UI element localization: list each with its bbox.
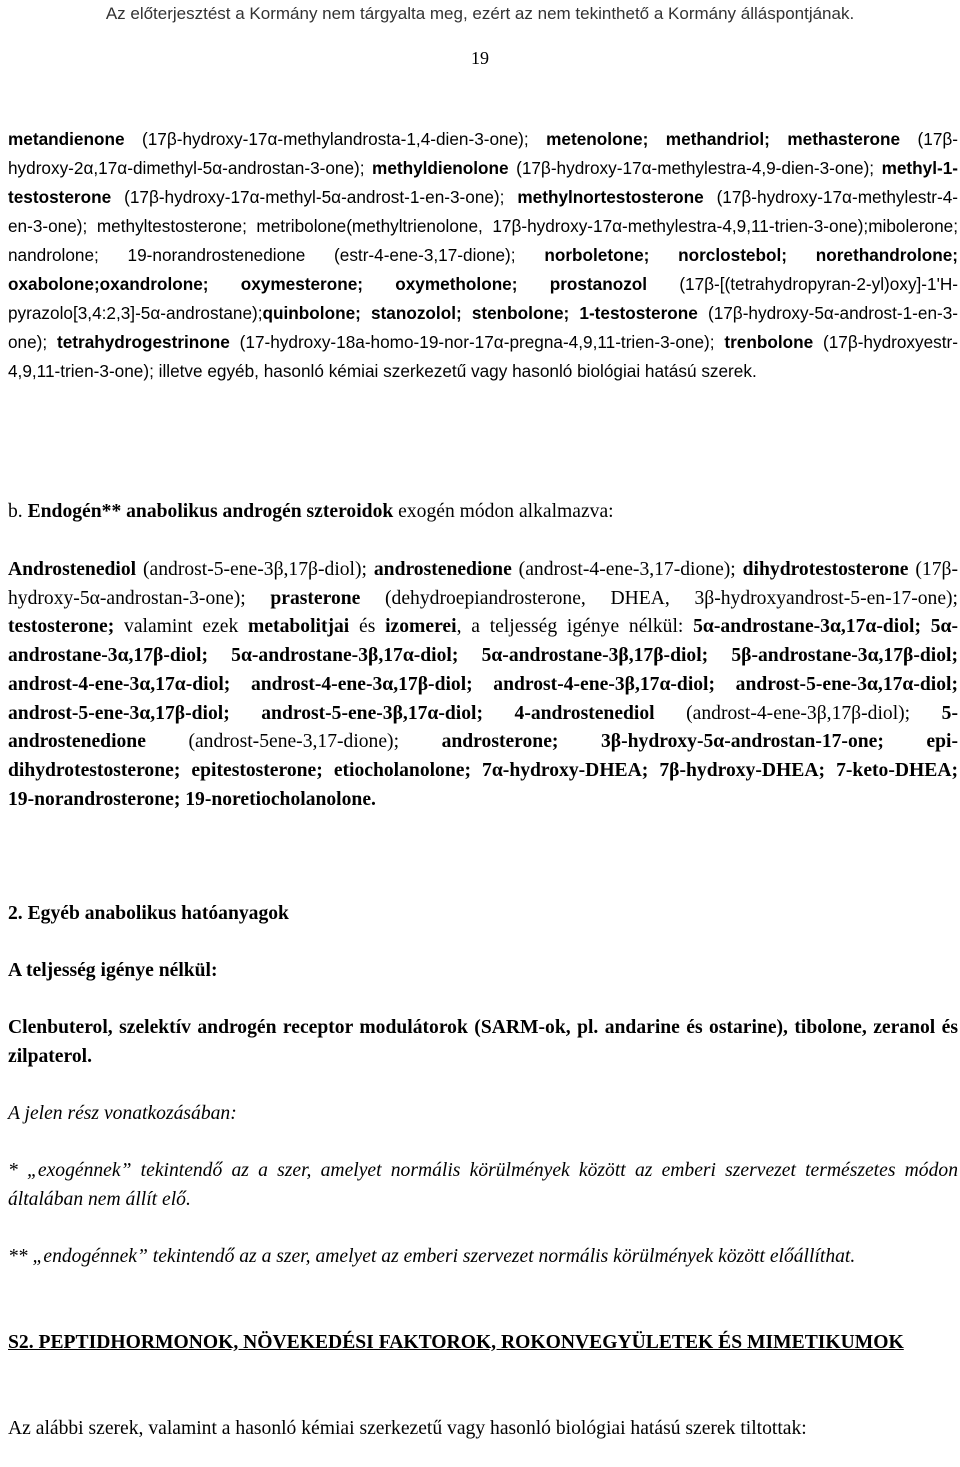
- text-fragment: (17β-hydroxy-17α-methylandrosta-1,4-dien-3-one);: [124, 129, 547, 149]
- text-fragment: (17-hydroxy-18a-homo-19-nor-17α-pregna-4,9,11-trien-3-one);: [229, 332, 725, 352]
- bold-text-fragment: methyldienolone: [372, 158, 509, 178]
- bold-text-fragment: 5α-androstane-3α,17α-diol; 5α-androstane-3α,17β-diol; 5α-androstane-3β,17α-diol; 5α-androstane-3β,17β-diol; 5β-androstane-3α,17β-diol; androst-4-ene-3α,17α-diol; androst-4-ene-3α,17β-diol; androst-4-ene-3β,17α-diol; androst-5-ene-3α,17α-diol; androst-5-ene-3α,17β-diol; androst-5-ene-3β,17α-diol; 4-androstenediol: [8, 616, 958, 724]
- s2-intro: Az alábbi szerek, valamint a hasonló kémiai szerkezetű vagy hasonló biológiai hatású szerek tiltottak:: [8, 1418, 807, 1439]
- bold-text-fragment: trenbolone: [724, 332, 814, 352]
- text-fragment: (17β-hydroxyestr-4,9,11-trien-3-one); illetve egyéb, hasonló kémiai szerkezetű vagy hasonló biológiai hatású szerek.: [8, 332, 958, 381]
- text-fragment: (17β-hydroxy-17α-methylestra-4,9-dien-3-one);: [508, 158, 882, 178]
- section-2-title: 2. Egyéb anabolikus hatóanyagok: [8, 903, 289, 924]
- bold-text-fragment: Endogén** anabolikus androgén szteroidok: [27, 501, 394, 522]
- bold-text-fragment: methyl-1-testosterone: [8, 158, 958, 207]
- text-fragment: (17β-hydroxy-17α-methyl-5α-androst-1-en-3-one);: [111, 187, 518, 207]
- bold-text-fragment: methylnortestosterone: [517, 187, 704, 207]
- endogenous-heading-paragraph: [8, 498, 958, 527]
- text-fragment: és: [349, 616, 386, 638]
- text-fragment: , a teljesség igénye nélkül:: [456, 616, 694, 638]
- bold-text-fragment: norboletone; norclostebol; norethandrolone; oxabolone;oxandrolone; oxymesterone; oxymetholone; prostanozol: [8, 245, 958, 294]
- bold-text-fragment: prasterone: [270, 587, 361, 609]
- text-fragment: (dehydroepiandrosterone, DHEA, 3β-hydroxyandrost-5-en-17-one);: [360, 587, 958, 609]
- text-fragment: (17β-hydroxy-2α,17α-dimethyl-5α-androstan-3-one);: [8, 129, 958, 178]
- text-fragment: (17β-[(tetrahydropyran-2-yl)oxy]-1'H-pyrazolo[3,4:2,3]-5α-androstane);: [8, 274, 959, 323]
- s2-heading: S2. PEPTIDHORMONOK, NÖVEKEDÉSI FAKTOROK, ROKONVEGYÜLETEK ÉS MIMETIKUMOK: [8, 1332, 904, 1353]
- bold-text-fragment: 5-androstenedione: [8, 702, 958, 753]
- text-fragment: exogén módon alkalmazva:: [393, 501, 614, 522]
- bold-text-fragment: metenolone; methandriol; methasterone: [546, 129, 901, 149]
- text-fragment: (androst-5-ene-3β,17β-diol);: [136, 559, 374, 580]
- bold-text-fragment: Androstenediol: [8, 559, 137, 580]
- bold-text-fragment: izomerei: [385, 616, 457, 638]
- footnote-exogenous: * „exogénnek” tekintendő az a szer, amelyet normális körülmények között az emberi szervezet természetes módon általában nem állít elő.: [8, 1160, 958, 1210]
- bold-text-fragment: testosterone;: [8, 616, 115, 638]
- bold-text-fragment: androstenedione: [373, 559, 512, 580]
- text-fragment: (androst-4-ene-3,17-dione);: [511, 559, 743, 580]
- text-fragment: (17β-hydroxy-5α-androstan-3-one);: [8, 559, 958, 609]
- bold-text-fragment: dihydrotestosterone: [742, 559, 909, 580]
- text-fragment: b.: [8, 501, 28, 522]
- context-note: A jelen rész vonatkozásában:: [8, 1103, 237, 1124]
- text-fragment: (androst-4-ene-3β,17β-diol);: [654, 702, 942, 724]
- page-header-disclaimer: Az előterjesztést a Kormány nem tárgyalta meg, ezért az nem tekinthető a Kormány álláspontjának.: [105, 4, 855, 23]
- bold-text-fragment: quinbolone; stanozolol; stenbolone; 1-testosterone: [262, 303, 698, 323]
- text-fragment: (17β-hydroxy-5α-androst-1-en-3-one);: [8, 303, 959, 352]
- endogenous-substances-paragraph: [8, 556, 958, 814]
- footnote-endogenous: ** „endogénnek” tekintendő az a szer, amelyet az emberi szervezet normális körülmények között előállíthat.: [8, 1246, 856, 1267]
- bold-text-fragment: metandienone: [8, 129, 125, 149]
- text-fragment: valamint ezek: [114, 616, 249, 638]
- text-fragment: (androst-5ene-3,17-dione);: [145, 731, 442, 753]
- substance-list-paragraph: [8, 125, 958, 386]
- bold-text-fragment: androsterone; 3β-hydroxy-5α-androstan-17-one; epi-dihydrotestosterone; epitestosterone; etiocholanolone; 7α-hydroxy-DHEA; 7β-hydroxy-DHEA; 7-keto-DHEA; 19-norandrosterone; 19-noretiocholanolone.: [8, 731, 958, 810]
- bold-text-fragment: metabolitjai: [248, 616, 350, 638]
- page-number: 19: [471, 48, 489, 68]
- bold-text-fragment: tetrahydrogestrinone: [57, 332, 230, 352]
- not-exhaustive-label: A teljesség igénye nélkül:: [8, 960, 218, 981]
- text-fragment: (17β-hydroxy-17α-methylestr-4-en-3-one); methyltestosterone; metribolone(methyltrienolone, 17β-hydroxy-17α-methylestra-4,9,11-trien-3-one);mibolerone; nandrolone; 19-norandrostenedione (estr-4-ene-3,17-dione);: [8, 187, 958, 265]
- other-anabolics-list: Clenbuterol, szelektív androgén receptor modulátorok (SARM-ok, pl. andarine és ostarine), tibolone, zeranol és zilpaterol.: [8, 1017, 958, 1067]
